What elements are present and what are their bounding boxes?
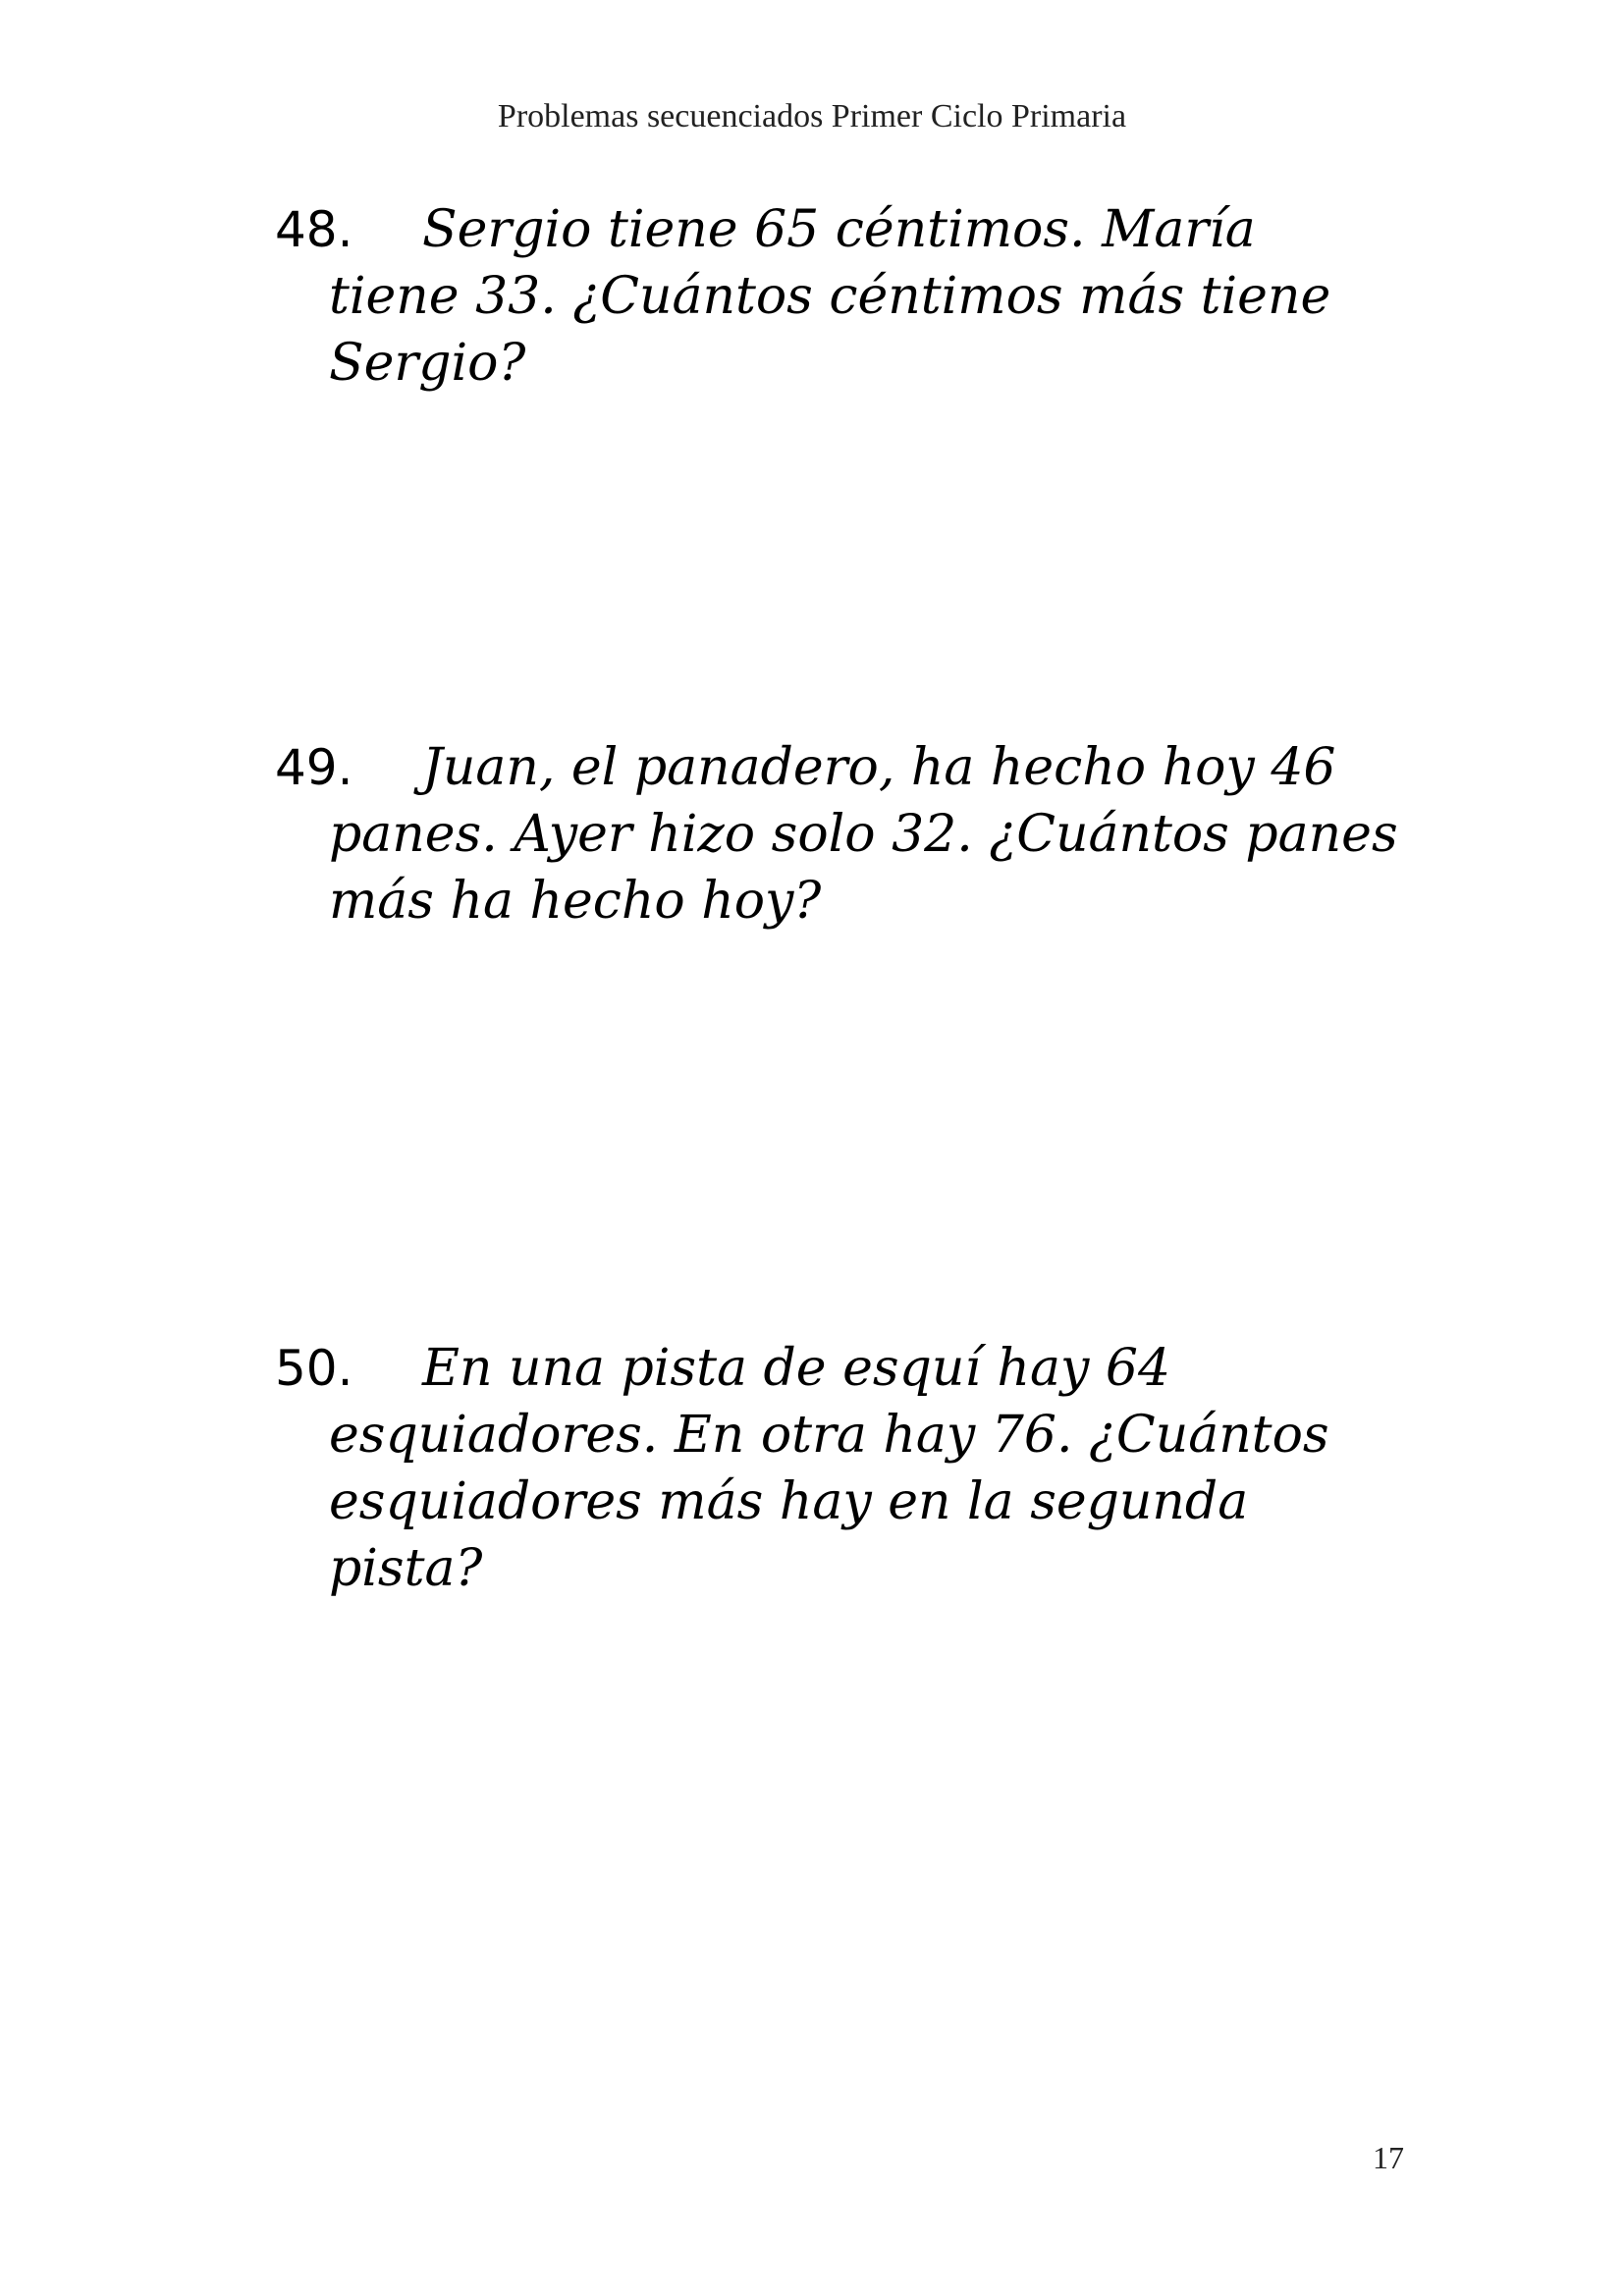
running-header: Problemas secuenciados Primer Ciclo Primaria <box>497 98 1127 134</box>
page-number: 17 <box>1373 2140 1404 2175</box>
problem-first-line <box>275 734 1434 801</box>
problem-text-line: tiene 33. ¿Cuántos céntimos más tiene <box>329 267 1331 326</box>
problem-first-line <box>275 196 1434 263</box>
problem-text-line: En una pista de esquí hay 64 <box>422 1339 1171 1398</box>
problem-text-line: esquiadores más hay en la segunda <box>329 1472 1249 1531</box>
problem-text-line: panes. Ayer hizo solo 32. ¿Cuántos panes <box>329 805 1398 864</box>
problem-text-line: Sergio? <box>329 334 526 393</box>
problem-text-line: Juan, el panadero, ha hecho hoy 46 <box>422 738 1336 797</box>
problem-48 <box>275 196 1434 397</box>
problem-number: 48. <box>275 201 353 258</box>
problem-first-line <box>275 1335 1434 1402</box>
problem-text-line: Sergio tiene 65 céntimos. María <box>422 200 1256 259</box>
problem-text-line: más ha hecho hoy? <box>329 872 822 931</box>
problem-50 <box>275 1335 1434 1602</box>
problem-text-line: pista? <box>329 1539 483 1598</box>
problem-text-line: esquiadores. En otra hay 76. ¿Cuántos <box>329 1406 1329 1465</box>
problem-number: 49. <box>275 739 353 796</box>
problem-number: 50. <box>275 1340 353 1397</box>
problem-49 <box>275 734 1434 934</box>
